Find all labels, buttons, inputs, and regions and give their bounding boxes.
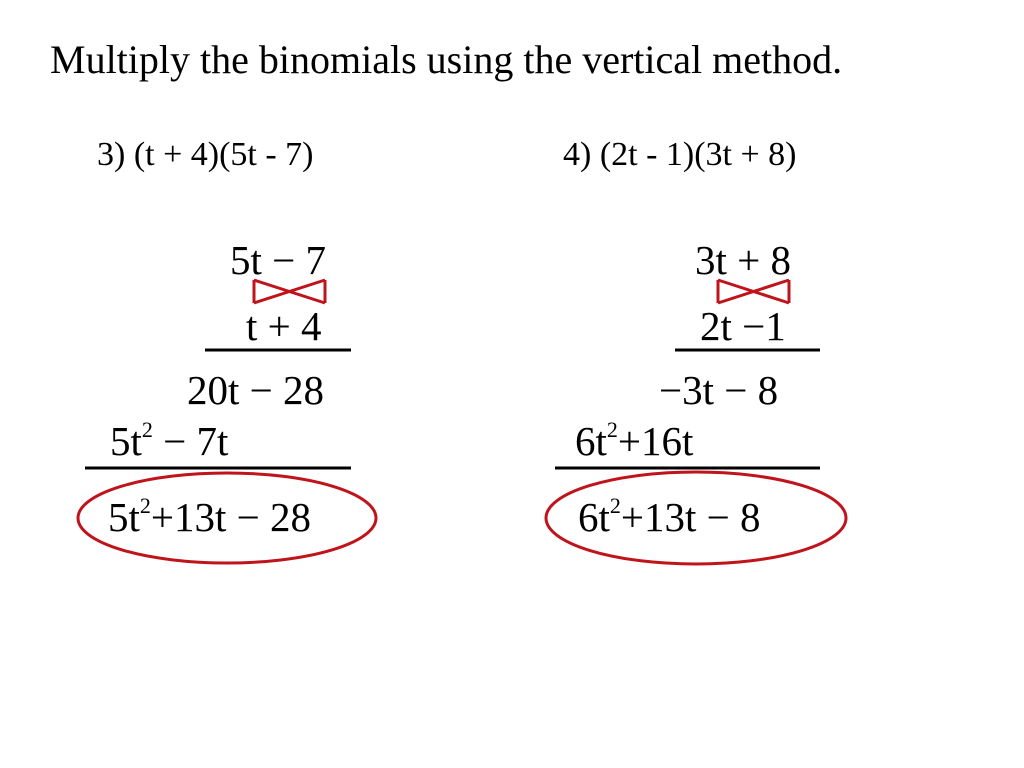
problem-3-top-factor: 5t − 7 — [230, 237, 327, 283]
problem-4-answer-rest: +13t − 8 — [620, 494, 761, 540]
problem-3-partial-2-exponent: 2 — [141, 417, 153, 442]
problem-4-bottom-factor: 2t −1 — [700, 303, 786, 349]
problem-3-cross-arrows — [254, 280, 325, 303]
problem-3-answer-rest: +13t − 28 — [150, 494, 312, 540]
problem-4-partial-2-rest: +16t — [617, 418, 694, 464]
problem-3-partial-product-1: 20t − 28 — [187, 367, 325, 413]
problem-4-top-factor: 3t + 8 — [695, 237, 792, 283]
problem-3-label: 3) (t + 4)(5t - 7) — [97, 136, 314, 173]
problem-3-answer-circle — [78, 473, 376, 563]
problem-4-cross-arrows — [718, 280, 789, 303]
problem-4-partial-2-exponent: 2 — [606, 417, 618, 442]
problem-3-bottom-factor: t + 4 — [246, 303, 322, 349]
problem-4-answer-circle — [546, 472, 846, 564]
problem-4-answer-coef: 6t — [578, 494, 610, 540]
problem-4-partial-product-1: −3t − 8 — [659, 367, 779, 413]
problem-3-partial-2-coef: 5t — [110, 418, 142, 464]
problem-4-partial-2-coef: 6t — [575, 418, 607, 464]
problem-4-answer-exponent: 2 — [609, 493, 621, 518]
problem-3-answer-coef: 5t — [108, 494, 140, 540]
problem-3-partial-2-rest: − 7t — [152, 418, 229, 464]
problem-3-answer-exponent: 2 — [139, 493, 151, 518]
page-title: Multiply the binomials using the vertical method. — [50, 37, 843, 82]
problem-4-label: 4) (2t - 1)(3t + 8) — [563, 136, 797, 173]
